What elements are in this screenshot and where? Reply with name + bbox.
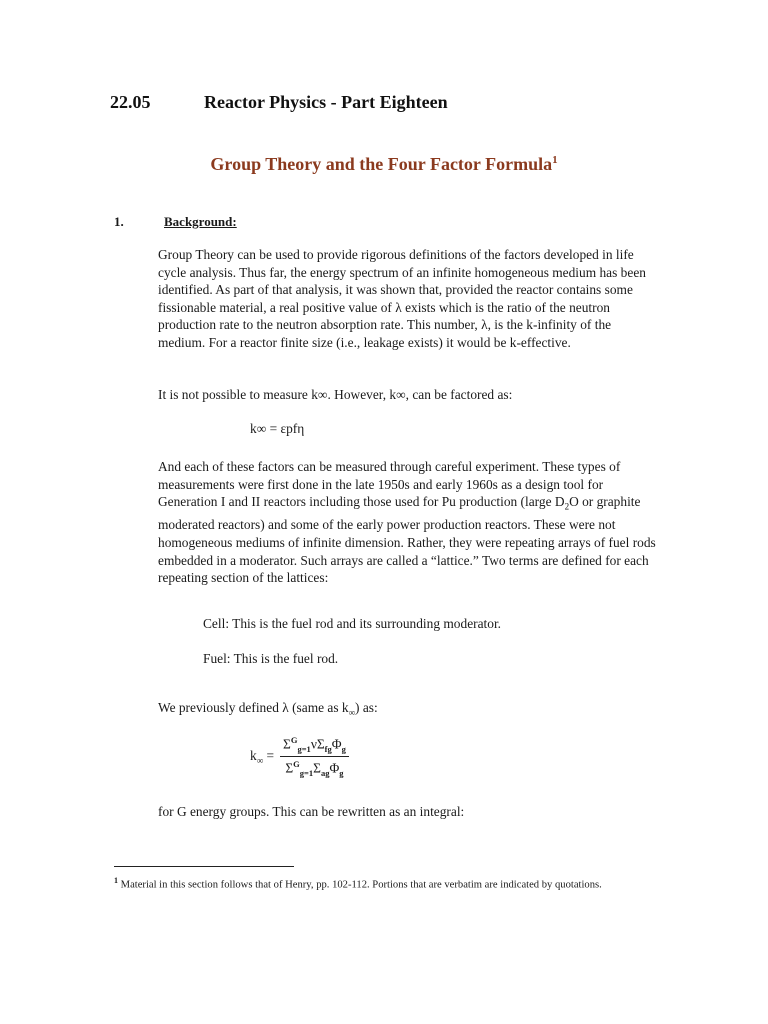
- section-main-title: [0, 154, 768, 175]
- d2o-subscript: 2: [564, 501, 570, 512]
- equation-lhs-k: k: [250, 747, 257, 763]
- course-number: 22.05: [110, 92, 151, 112]
- course-title: Reactor Physics - Part Eighteen: [204, 92, 448, 112]
- denominator-sup: G: [293, 759, 300, 770]
- kinf-fraction-equation: [250, 735, 349, 778]
- four-factor-equation: k∞ = εpfη: [250, 421, 305, 436]
- numerator-phi: Φ: [331, 736, 342, 752]
- kinf-subscript: ∞: [348, 707, 356, 718]
- paragraph-experiments-part1: And each of these factors can be measured through careful experiment. These types of measurements were first done in the late 1950s and early 1960s as a design tool for Generation I and II reactors including those used for Pu production (large D: [158, 459, 621, 510]
- footnote-marker: 1: [114, 876, 118, 885]
- numerator-body-sub: fg: [324, 744, 332, 755]
- section-title: Background:: [164, 214, 237, 229]
- fraction-numerator: [280, 735, 349, 754]
- paragraph-intro: Group Theory can be used to provide rigorous definitions of the factors developed in life cycle analysis. Thus far, the energy spectrum of an infinite homogeneous medium has been identified. As part of that analysis, it was shown that, provided the reactor contains some fissionable material, a real positive value of λ exists which is the ratio of the neutron production rate to the neutron absorption rate. This number, λ, is the k-infinity of the medium. For a reactor finite size (i.e., leakage exists) it would be k-effective.: [158, 247, 646, 350]
- denominator-phi-sub: g: [339, 768, 344, 779]
- denominator-body: Σ: [313, 760, 321, 776]
- document-heading: [110, 92, 448, 113]
- paragraph-lambda: [158, 699, 658, 722]
- paragraph-measure: It is not possible to measure k∞. However, k∞, can be factored as:: [158, 387, 513, 402]
- paragraph-experiments: [158, 458, 658, 587]
- denominator-sigma: Σ: [285, 760, 294, 776]
- numerator-sup: G: [290, 735, 298, 745]
- paragraph-lambda-part1: We previously defined λ (same as k: [158, 700, 349, 715]
- footnote-text: Material in this section follows that of Henry, pp. 102-112. Portions that are verbatim are indicated by quotations.: [118, 879, 602, 891]
- numerator-body: νΣ: [310, 736, 325, 752]
- footnote-ref: 1: [552, 154, 558, 166]
- paragraph-experiments-part2: O or graphite moderated reactors) and some of the early power production reactors. These were not homogeneous mediums of infinite dimension. Rather, they were repeating arrays of fuel rods embedded in a moderator. Such arrays are called a “lattice.” Two terms are defined for each repeating section of the lattices:: [158, 494, 656, 586]
- main-title-text: Group Theory and the Four Factor Formula: [210, 154, 553, 174]
- fraction: [280, 735, 349, 778]
- fuel-definition: Fuel: This is the fuel rod.: [203, 651, 339, 666]
- numerator-sigma: Σ: [283, 736, 291, 752]
- numerator-sub: g=1: [297, 744, 311, 755]
- footnote-divider: [114, 866, 294, 867]
- equation-lhs-sub: ∞: [256, 755, 264, 766]
- footnote: [114, 873, 654, 893]
- numerator-phi-sub: g: [341, 744, 346, 755]
- equation-lhs: [250, 748, 274, 766]
- denominator-sub: g=1: [299, 768, 314, 779]
- denominator-body-sub: ag: [320, 768, 330, 779]
- denominator-phi: Φ: [329, 760, 340, 776]
- fraction-denominator: [282, 759, 346, 778]
- paragraph-integral: for G energy groups. This can be rewritten as an integral:: [158, 804, 465, 819]
- cell-definition: Cell: This is the fuel rod and its surrounding moderator.: [203, 616, 502, 631]
- equation-equals: =: [266, 747, 275, 763]
- fraction-bar: [280, 756, 349, 757]
- paragraph-lambda-part2: ) as:: [355, 700, 378, 715]
- section-number: 1.: [114, 214, 124, 229]
